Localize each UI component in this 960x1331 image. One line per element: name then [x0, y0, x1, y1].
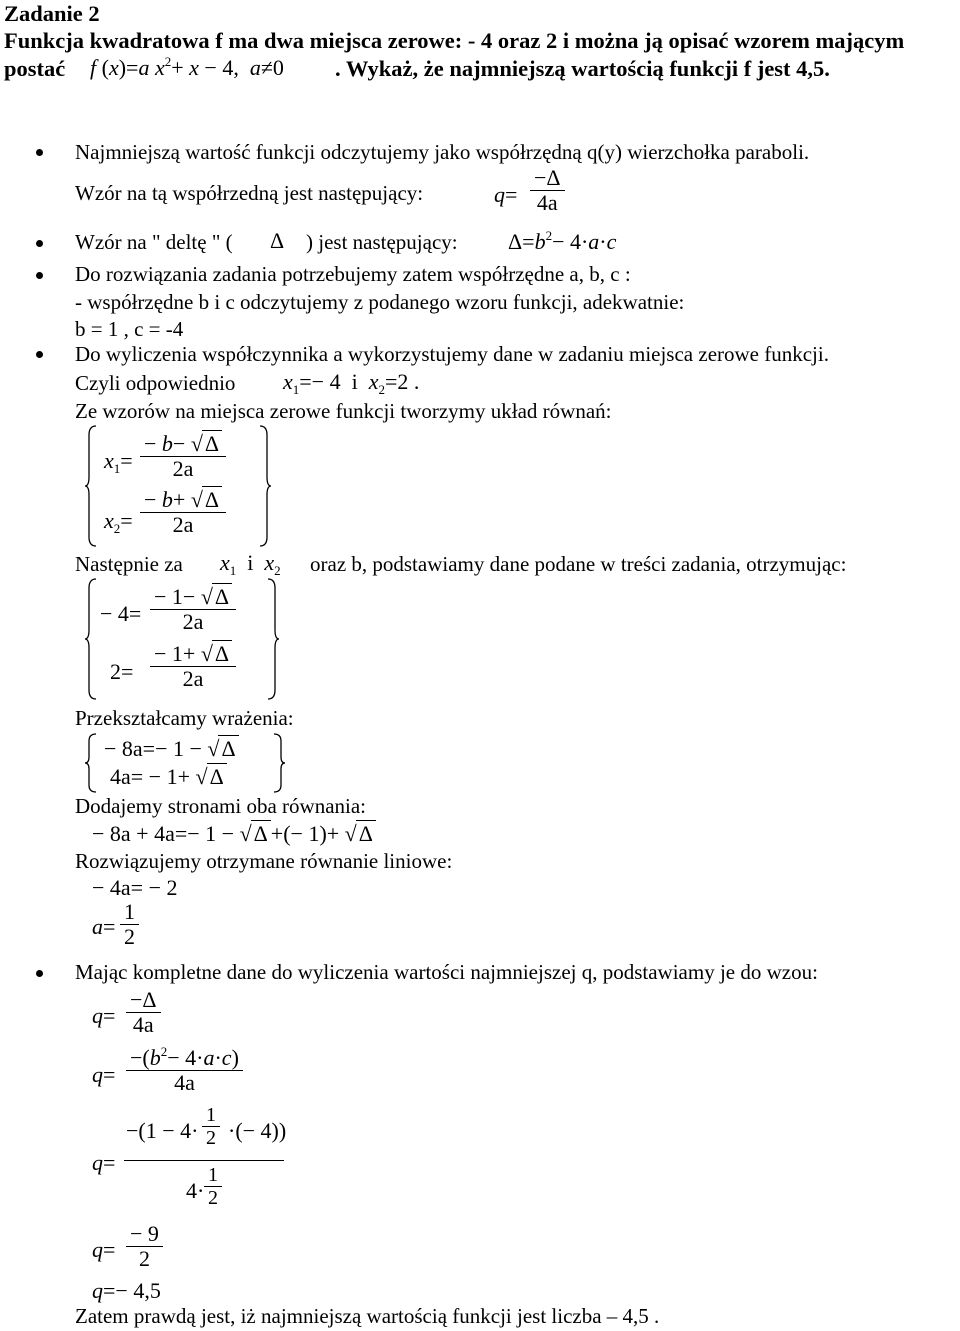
q-line3-numerator: −(1 − 4·	[126, 1118, 199, 1143]
q-symbol: q=	[494, 182, 518, 207]
step-vertex-text: Najmniejszą wartość funkcji odczytujemy jako współrzędną q(y) wierzchołka paraboli.	[75, 140, 810, 164]
bullet	[36, 970, 43, 977]
task-statement-suffix: . Wykaż, że najmniejszą wartością funkcji f jest 4,5.	[335, 56, 830, 81]
system1-x1-fraction: − b− √Δ 2a	[140, 432, 226, 481]
step-substitute-q: Mając kompletne dane do wyliczenia wartości najmniejszej q, podstawiamy je do wzou:	[75, 960, 818, 984]
function-formula: f (x)=a $x^2+ x - 4$, a≠0	[90, 54, 284, 80]
bullet	[36, 272, 43, 279]
step-transform: Przekształcamy wrażenia:	[75, 706, 294, 730]
bullet	[36, 351, 43, 358]
q-line1: q=	[92, 1003, 116, 1028]
step-coefficients: Do rozwiązania zadania potrzebujemy zatem współrzędne a, b, c :	[75, 262, 631, 286]
brace-left-1	[84, 425, 98, 547]
delta-formula: $\Delta=b^2- 4\cdot a\cdot c$	[508, 228, 617, 254]
a-fraction: 1 2	[120, 900, 139, 949]
system1-x2: $x_2=$	[104, 508, 133, 536]
q-line3-half-2: 1 2	[204, 1164, 222, 1209]
q-line3-denominator: 4·	[186, 1178, 205, 1203]
q-result: q=− 4,5	[92, 1278, 161, 1303]
substitute-vars: $x_1$ i $x_2$	[220, 550, 281, 578]
step-vertex-formula-label: Wzór na tą współrzedną jest następujący:	[75, 181, 424, 205]
step-substitute-label: Następnie za	[75, 552, 183, 576]
task-statement-prefix: postać	[4, 56, 66, 81]
q-line2: q=	[92, 1062, 116, 1087]
brace-right-1	[258, 425, 272, 547]
task-title: Zadanie 2	[4, 1, 100, 26]
bullet	[36, 240, 43, 247]
coefficient-values: b = 1 , c = -4	[75, 317, 184, 341]
step-system-label: Ze wzorów na miejsca zerowe funkcji tworzymy układ równań:	[75, 399, 612, 423]
system3-eq1: − 8a=− 1 − √Δ	[104, 738, 239, 760]
linear-equation: − 4a= − 2	[92, 875, 178, 900]
delta-symbol: Δ	[270, 228, 285, 253]
step-substitute-text: oraz b, podstawiamy dane podane w treści zadania, otrzymując:	[310, 552, 847, 576]
zeros-values: $x_1=- 4$ i $x_2=2$ .	[283, 369, 420, 397]
q-line2-fraction: $-(b^2- 4\cdot a\cdot c)$ 4a	[126, 1046, 243, 1095]
brace-left-2	[84, 578, 98, 700]
step-zeros: Do wyliczenia współczynnika a wykorzystujemy dane w zadaniu miejsca zerowe funkcji.	[75, 342, 829, 366]
system1-x2-fraction: − b+ √Δ 2a	[140, 488, 226, 537]
q-line3-bar	[124, 1160, 284, 1161]
delta-label-end: ) jest następujący:	[306, 230, 458, 254]
q-line3: q=	[92, 1150, 116, 1175]
system2-eq1-left: − 4=	[100, 601, 142, 626]
system2-eq2-left: 2=	[110, 659, 134, 684]
system3-eq2: 4a= − 1+ √Δ	[110, 766, 227, 788]
q-line3-numerator-end: ·(− 4))	[228, 1118, 287, 1143]
brace-right-2	[266, 578, 280, 700]
q-line3-half-1: 1 2	[202, 1104, 220, 1149]
a-symbol: a=	[92, 914, 116, 939]
q-line4: q=	[92, 1237, 116, 1262]
q-line1-fraction: −Δ 4a	[126, 988, 161, 1037]
step-zeros-values-label: Czyli odpowiednio	[75, 371, 236, 395]
delta-label-start: Wzór na " deltę " (	[75, 230, 233, 254]
system2-eq2-fraction: − 1+ √Δ 2a	[150, 642, 236, 691]
task-statement-line1: Funkcja kwadratowa f ma dwa miejsca zerowe: - 4 oraz 2 i można ją opisać wzorem mającym	[4, 28, 905, 53]
bullet	[36, 149, 43, 156]
q-fraction: −Δ 4a	[530, 166, 565, 215]
step-coefficients-b-c: - współrzędne b i c odczytujemy z podanego wzoru funkcji, adekwatnie:	[75, 290, 685, 314]
step-add: Dodajemy stronami oba równania:	[75, 794, 367, 818]
sum-equation: − 8a + 4a=− 1 − √Δ +(− 1)+ √Δ	[92, 823, 376, 845]
brace-left-3	[84, 733, 98, 793]
step-solve: Rozwiązujemy otrzymane równanie liniowe:	[75, 849, 453, 873]
q-line4-fraction: − 9 2	[126, 1222, 163, 1271]
brace-right-3	[272, 733, 286, 793]
conclusion: Zatem prawdą jest, iż najmniejszą wartością funkcji jest liczba – 4,5 .	[75, 1304, 660, 1328]
system2-eq1-fraction: − 1− √Δ 2a	[150, 585, 236, 634]
system1-x1: $x_1=$	[104, 448, 133, 476]
